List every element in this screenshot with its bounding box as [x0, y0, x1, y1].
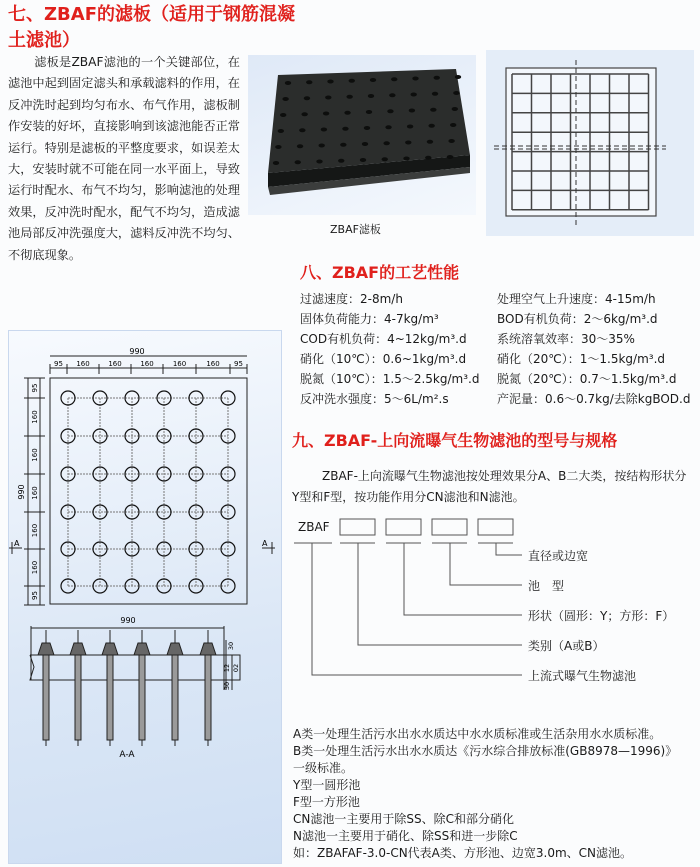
note-line: A类一处理生活污水出水水质达中水水质标准或生活杂用水水质标准。 — [293, 727, 662, 741]
nozzle-hole — [368, 94, 374, 98]
section-width-label: 990 — [120, 616, 136, 625]
nozzle-hole — [340, 143, 346, 147]
dim-label: 160 — [108, 360, 122, 368]
section7-title: 七、ZBAF的滤板（适用于钢筋混凝土滤池） — [8, 4, 295, 51]
nozzle-hole — [360, 158, 366, 162]
code-prefix: ZBAF — [298, 520, 330, 534]
nozzle-cap — [38, 643, 54, 655]
section-dim: 30 — [223, 681, 231, 691]
nozzle-hole — [432, 92, 438, 96]
note-line: B类一处理生活污水出水水质达《污水综合排放标准(GB8978—1996)》 — [293, 744, 678, 758]
nozzle-hole — [447, 155, 453, 159]
nozzle-pipe — [43, 655, 49, 740]
nozzle-hole — [387, 109, 393, 113]
nozzle-hole — [434, 76, 440, 80]
nozzle-pipe — [139, 655, 145, 740]
total-width-label: 990 — [129, 347, 145, 356]
spec-item: 硝化（10℃）：0.6~1kg/m³.d — [300, 352, 467, 366]
nozzle-hole — [428, 124, 434, 128]
spec-item: COD有机负荷：4~12kg/m³.d — [300, 332, 467, 346]
nozzle-hole — [366, 110, 372, 114]
nozzle-hole — [304, 96, 310, 100]
dim-label: 160 — [31, 523, 39, 538]
code-label: 池 型 — [528, 579, 565, 593]
nozzle-hole — [403, 157, 409, 161]
section-title: A-A — [119, 750, 135, 760]
nozzle-hole — [349, 79, 355, 83]
nozzle-hole — [301, 112, 307, 116]
nozzle-pipe — [107, 655, 113, 740]
total-height-label: 990 — [17, 484, 26, 500]
note-line: CN滤池一主要用于除SS、除C和部分硝化 — [293, 812, 514, 826]
nozzle-cap — [134, 643, 150, 655]
nozzle-cap — [70, 643, 86, 655]
section-marker-left: A — [14, 539, 20, 548]
nozzle-hole — [450, 123, 456, 127]
note-line: 一级标准。 — [293, 761, 354, 775]
nozzle-hole — [321, 128, 327, 132]
dim-label: 160 — [31, 486, 39, 500]
nozzle-hole — [346, 95, 352, 99]
nozzle-hole — [295, 160, 301, 164]
spec-item: 反冲洗水强度：5～6L/m².s — [300, 392, 449, 406]
nozzle-hole — [370, 78, 376, 82]
section-dim: 02 — [232, 663, 240, 673]
section9-title: 九、ZBAF-上向流曝气生物滤池的型号与规格 — [292, 431, 618, 450]
nozzle-hole — [297, 144, 303, 148]
nozzle-pipe — [205, 655, 211, 740]
nozzle-cap — [102, 643, 118, 655]
dim-label: 160 — [31, 560, 39, 575]
nozzle-hole — [382, 157, 388, 161]
nozzle-hole — [453, 91, 459, 95]
section-dim: 30 — [227, 641, 235, 651]
code-label: 上流式曝气生物滤池 — [528, 669, 637, 683]
section-marker-right: A — [262, 539, 268, 548]
nozzle-hole — [427, 140, 433, 144]
spec-item: 固体负荷能力：4-7kg/m³ — [300, 312, 439, 326]
spec-item: BOD有机负荷：2～6kg/m³.d — [497, 312, 658, 326]
nozzle-hole — [319, 144, 325, 148]
nozzle-hole — [455, 75, 461, 79]
nozzle-hole — [409, 109, 415, 113]
nozzle-hole — [362, 142, 368, 146]
nozzle-hole — [342, 127, 348, 131]
photo-caption: ZBAF滤板 — [330, 223, 381, 236]
spec-item: 硝化（20℃）：1～1.5kg/m³.d — [497, 352, 666, 366]
dim-label: 95 — [31, 383, 39, 393]
spec-item: 脱氮（10℃）：1.5～2.5kg/m³.d — [300, 372, 480, 386]
dim-label: 160 — [206, 360, 220, 368]
code-label: 直径或边宽 — [528, 549, 589, 563]
spec-item: 脱氮（20℃）：0.7～1.5kg/m³.d — [497, 372, 677, 386]
model-notes — [293, 726, 698, 862]
nozzle-hole — [430, 108, 436, 112]
nozzle-hole — [407, 125, 413, 129]
nozzle-hole — [316, 160, 322, 164]
nozzle-hole — [338, 159, 344, 163]
nozzle-hole — [364, 126, 370, 130]
dim-label: 95 — [54, 360, 63, 368]
nozzle-pipe — [172, 655, 178, 740]
nozzle-hole — [323, 112, 329, 116]
plan-and-section-svg — [0, 0, 290, 867]
note-line: N滤池一主要用于硝化、除SS和进一步除C — [293, 829, 518, 843]
dim-label: 95 — [234, 360, 243, 368]
dim-label: 160 — [172, 360, 187, 368]
dim-label: 160 — [76, 360, 90, 368]
nozzle-hole — [412, 77, 418, 81]
nozzle-hole — [327, 80, 333, 84]
nozzle-hole — [299, 128, 305, 132]
spec-item: 处理空气上升速度：4-15m/h — [497, 292, 656, 306]
nozzle-hole — [325, 96, 331, 100]
section8-title: 八、ZBAF的工艺性能 — [300, 263, 460, 282]
nozzle-hole — [405, 141, 411, 145]
nozzle-hole — [385, 125, 391, 129]
nozzle-hole — [452, 107, 458, 111]
nozzle-hole — [306, 80, 312, 84]
note-line: F型一方形池 — [293, 795, 360, 809]
spec-item: 系统溶氧效率：30～35% — [497, 332, 635, 346]
nozzle-hole — [425, 156, 431, 160]
nozzle-hole — [448, 139, 454, 143]
nozzle-cap — [167, 643, 183, 655]
nozzle-hole — [389, 93, 395, 97]
dim-label: 160 — [31, 410, 39, 424]
code-label: 类别（A或B） — [528, 639, 605, 653]
nozzle-hole — [344, 111, 350, 115]
note-line: Y型一圆形池 — [293, 778, 361, 792]
nozzle-pipe — [75, 655, 81, 740]
nozzle-cap — [200, 643, 216, 655]
nozzle-hole — [411, 93, 417, 97]
section-dim: 12 — [223, 663, 231, 673]
nozzle-hole — [391, 77, 397, 81]
spec-item: 产泥量：0.6～0.7kg/去除kgBOD.d — [497, 392, 691, 406]
dim-label: 160 — [31, 448, 39, 462]
nozzle-hole — [383, 141, 389, 145]
dim-label: 95 — [31, 591, 39, 600]
section7-paragraph-text: 滤板是ZBAF滤池的一个关键部位，在滤池中起到固定滤头和承载滤料的作用，在反冲洗时起到均匀布水、布气作用，滤板制作安装的好坏，直接影响到该滤池能否正常运行。特别是滤板的平整度要求，如误差太大，安装时就不可能在同一水平面上，导致运行时配水、布气不均匀，影响滤池的处理效果，反冲洗时配水，配气不均匀，造成滤池局部反冲洗强度大，滤料反冲洗不均匀、不彻底现象。 — [8, 55, 240, 262]
filter-plate-layout-drawing — [486, 50, 694, 236]
code-label: 形状（圆形：Y；方形：F） — [528, 609, 675, 623]
note-line: 如：ZBAFAF-3.0-CN代表A类、方形池、边宽3.0m、CN滤池。 — [293, 846, 633, 860]
dim-label: 160 — [140, 360, 154, 368]
spec-list-left — [300, 289, 479, 409]
model-code-diagram — [292, 515, 700, 695]
section9-paragraph — [292, 466, 692, 508]
section9-paragraph-text: ZBAF-上向流曝气生物滤池按处理效果分A、B二大类，按结构形状分Y型和F型，按功能作用分CN滤池和N滤池。 — [292, 469, 687, 504]
spec-item: 过滤速度：2-8m/h — [300, 292, 403, 306]
spec-list-right — [497, 289, 690, 409]
